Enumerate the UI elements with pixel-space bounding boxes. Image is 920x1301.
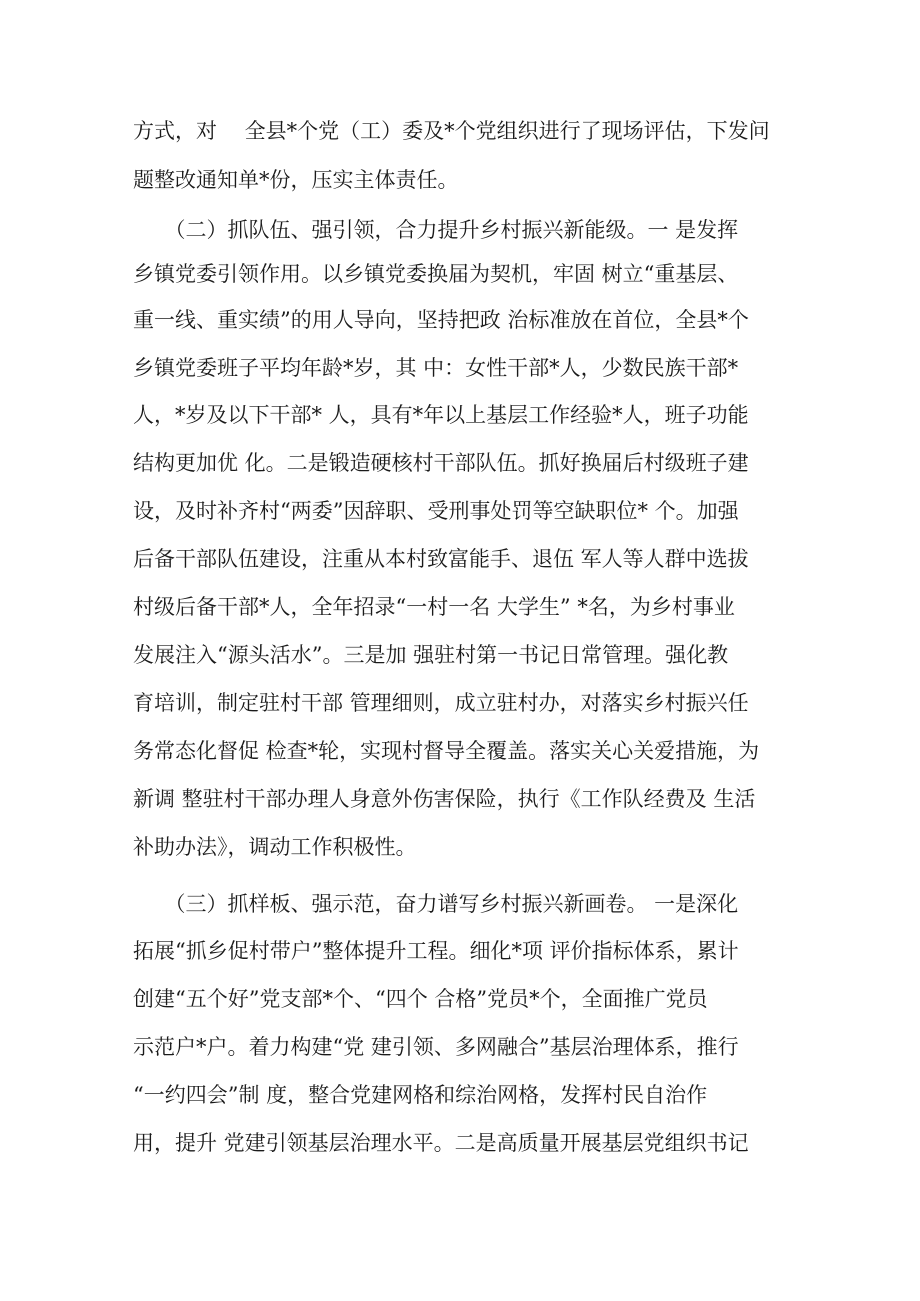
text-line: 人，*岁及以下干部* 人，具有*年以上基层工作经验*人，班子功能 <box>133 403 749 427</box>
text-line: 创建“五个好”党支部*个、“四个 合格”党员*个，全面推广党员 <box>133 987 708 1011</box>
text-line: 新调 整驻村干部办理人身意外伤害保险，执行《工作队经费及 生活 <box>133 787 756 811</box>
text-line: 乡镇党委班子平均年龄*岁，其 中：女性干部*人，少数民族干部* <box>133 356 739 380</box>
text-line: 用，提升 党建引领基层治理水平。二是高质量开展基层党组织书记 <box>133 1131 749 1155</box>
text-line: 乡镇党委引领作用。以乡镇党委换届为契机，牢固 树立“重基层、 <box>133 262 739 286</box>
text-line: 重一线、重实绩”的用人导向，坚持把政 治标准放在首位，全县*个 <box>133 308 749 332</box>
text-line: 务常态化督促 检查*轮，实现村督导全覆盖。落实关心关爱措施，为 <box>133 739 760 763</box>
text-line: 结构更加优 化。二是锻造硬核村干部队伍。抓好换届后村级班子建 <box>133 451 749 475</box>
text-line: 补助办法》，调动工作积极性。 <box>133 835 417 859</box>
text-line: 题整改通知单*份，压实主体责任。 <box>133 168 459 192</box>
text-line: 设，及时补齐村“两委”因辞职、受刑事处罚等空缺职位* 个。加强 <box>133 499 739 523</box>
text-line: 示范户*户。着力构建“党 建引领、多网融合”基层治理体系，推行 <box>133 1035 739 1059</box>
text-line: （二）抓队伍、强引领，合力提升乡村振兴新能级。一 是发挥 <box>133 218 739 242</box>
text-line: 发展注入“源头活水”。三是加 强驻村第一书记日常管理。强化教 <box>133 643 729 667</box>
text-line: 后备干部队伍建设，注重从本村致富能手、退伍 军人等人群中选拔 <box>133 547 749 571</box>
text-line: 村级后备干部*人，全年招录“一村一名 大学生” *名，为乡村事业 <box>133 595 735 619</box>
text-line: “一约四会”制 度，整合党建网格和综治网格，发挥村民自治作 <box>133 1083 708 1107</box>
text-line: 育培训，制定驻村干部 管理细则，成立驻村办，对落实乡村振兴任 <box>133 691 749 715</box>
text-line: 方式，对 全县*个党（工）委及*个党组织进行了现场评估，下发问 <box>133 119 770 143</box>
text-line: （三）抓样板、强示范，奋力谱写乡村振兴新画卷。 一是深化 <box>133 892 739 916</box>
text-line: 拓展“抓乡促村带户”整体提升工程。细化*项 评价指标体系，累计 <box>133 939 739 963</box>
